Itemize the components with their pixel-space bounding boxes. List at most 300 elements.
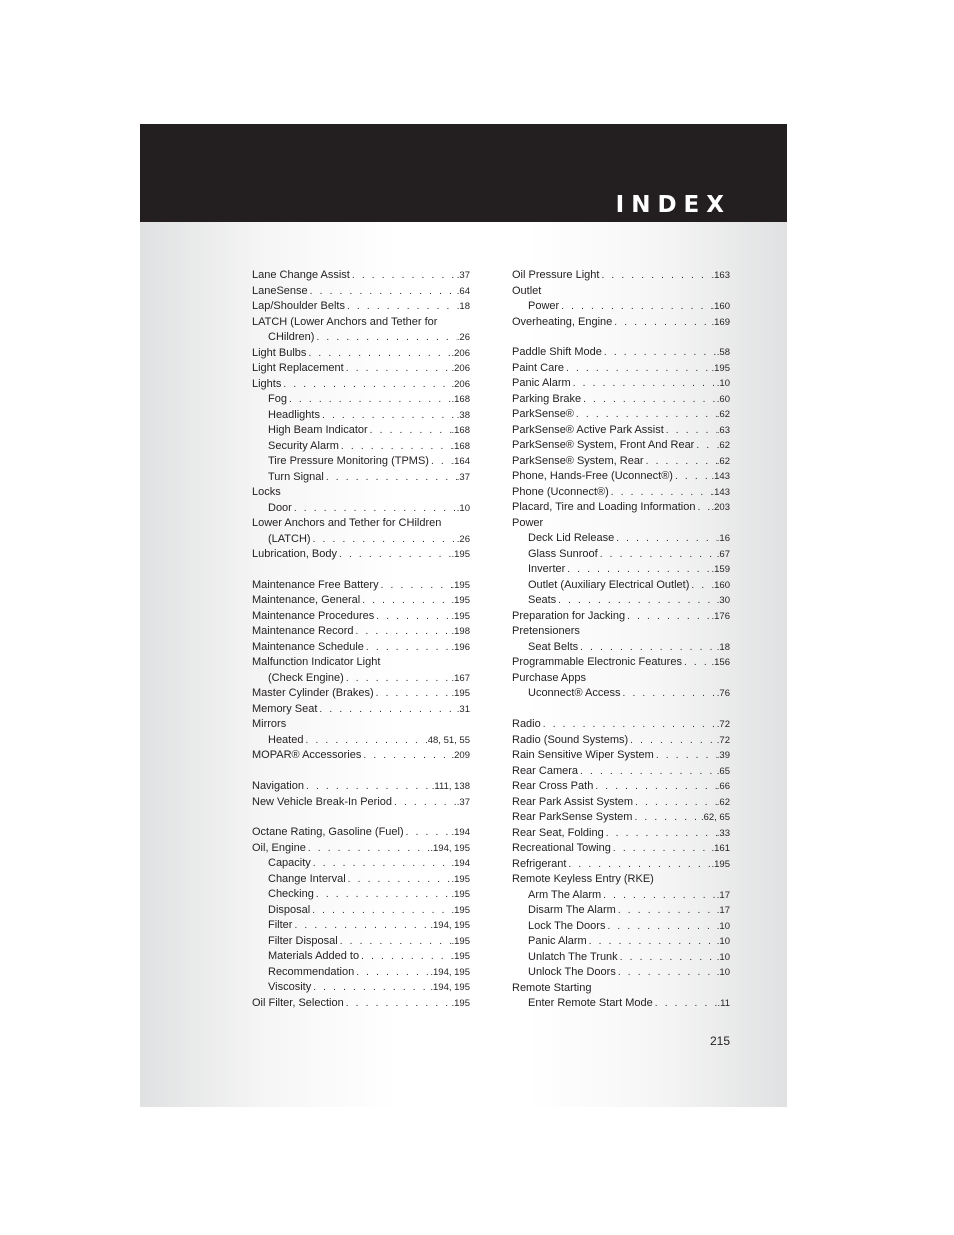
index-entry bbox=[252, 903, 470, 919]
index-entry-page: .39 bbox=[716, 750, 730, 762]
dot-leader bbox=[559, 299, 711, 315]
index-entry bbox=[512, 423, 730, 439]
index-entry-page: .195 bbox=[711, 858, 730, 870]
dot-leader bbox=[601, 888, 717, 904]
index-entry bbox=[252, 439, 470, 455]
index-entry-page: .33 bbox=[716, 827, 730, 839]
dot-leader bbox=[618, 950, 717, 966]
index-entry-label: Materials Added to bbox=[268, 950, 360, 963]
index-entry-page: .62 bbox=[716, 455, 730, 467]
index-entry bbox=[512, 454, 730, 470]
page-area bbox=[140, 124, 787, 1107]
index-entry-label: Rear ParkSense System bbox=[512, 811, 633, 824]
index-entry bbox=[512, 345, 730, 361]
index-entry-label: Change Interval bbox=[268, 872, 346, 885]
index-entry bbox=[252, 795, 470, 811]
index-entry bbox=[252, 470, 470, 486]
index-entry-label: Placard, Tire and Loading Information bbox=[512, 501, 696, 514]
index-entry-label: Light Replacement bbox=[252, 362, 344, 374]
index-entry-label: Radio bbox=[512, 718, 541, 731]
index-entry-label: Remote Keyless Entry (RKE) bbox=[512, 873, 654, 886]
index-entry-page: .163 bbox=[711, 270, 730, 281]
dot-leader bbox=[694, 438, 716, 454]
index-entry-label: Power bbox=[512, 516, 544, 529]
dot-leader bbox=[616, 903, 717, 919]
index-entry bbox=[512, 965, 730, 981]
dot-leader bbox=[337, 547, 452, 563]
index-entry-label: Panic Alarm bbox=[512, 377, 571, 390]
dot-leader bbox=[374, 686, 452, 702]
index-entry-page: .18 bbox=[716, 641, 730, 653]
dot-leader bbox=[695, 500, 711, 516]
index-entry-label: LATCH (Lower Anchors and Tether for bbox=[252, 315, 438, 328]
index-entry-page: .195 bbox=[451, 579, 470, 591]
dot-leader bbox=[581, 392, 717, 408]
index-entry bbox=[512, 284, 730, 300]
index-entry-page: .30 bbox=[716, 595, 730, 607]
index-entry-page: .176 bbox=[711, 610, 730, 622]
index-entry-label: MOPAR® Accessories bbox=[252, 749, 362, 762]
index-entry-label: Paint Care bbox=[512, 361, 564, 374]
index-entry-page: .169 bbox=[711, 316, 730, 328]
index-entry bbox=[252, 593, 470, 609]
index-entry-page: .164 bbox=[451, 456, 470, 467]
index-entry-page: .143 bbox=[711, 486, 730, 498]
index-entry bbox=[512, 717, 730, 733]
dot-leader bbox=[368, 423, 452, 439]
index-entry-label: Navigation bbox=[252, 780, 304, 793]
index-entry-page: .195 bbox=[451, 935, 470, 947]
index-entry-page: .26 bbox=[456, 332, 470, 343]
index-entry bbox=[252, 485, 470, 501]
index-entry-label: ParkSense® System, Rear bbox=[512, 454, 644, 467]
index-entry-page: .31 bbox=[456, 703, 470, 715]
index-entry bbox=[252, 980, 470, 996]
index-entry-label: Octane Rating, Gasoline (Fuel) bbox=[252, 826, 404, 839]
index-entry-page: .111, 138 bbox=[431, 781, 470, 793]
index-entry-label: CHildren) bbox=[268, 331, 315, 343]
dot-leader bbox=[346, 872, 452, 888]
index-entry bbox=[512, 686, 730, 702]
index-entry bbox=[512, 315, 730, 331]
index-entry-label: Lock The Doors bbox=[528, 919, 606, 932]
index-entry bbox=[252, 547, 470, 563]
index-entry-label: Mirrors bbox=[252, 718, 287, 731]
dot-leader bbox=[653, 996, 718, 1012]
index-entry-page: .17 bbox=[716, 889, 730, 901]
dot-leader bbox=[324, 470, 457, 486]
index-entry-label: Lap/Shoulder Belts bbox=[252, 300, 345, 312]
dot-leader bbox=[673, 469, 712, 485]
dot-leader bbox=[598, 547, 717, 563]
dot-leader bbox=[612, 315, 711, 331]
index-entry-label: Deck Lid Release bbox=[528, 532, 615, 545]
index-entry bbox=[512, 609, 730, 625]
index-entry-label: Purchase Apps bbox=[512, 671, 586, 684]
index-entry-page: .62, 65 bbox=[700, 812, 730, 824]
index-entry bbox=[252, 501, 470, 517]
dot-leader bbox=[306, 841, 431, 857]
dot-leader bbox=[571, 376, 717, 392]
index-entry-page: .203 bbox=[711, 502, 730, 514]
dot-leader bbox=[633, 795, 717, 811]
index-entry-page: .38 bbox=[456, 409, 470, 421]
index-entry-label: Oil Pressure Light bbox=[512, 269, 600, 281]
index-entry bbox=[512, 593, 730, 609]
index-column-left bbox=[252, 268, 470, 1011]
index-entry-label: Malfunction Indicator Light bbox=[252, 656, 381, 669]
dot-leader bbox=[311, 856, 452, 872]
index-entry-label: Rear Seat, Folding bbox=[512, 826, 604, 839]
index-entry-page: .10 bbox=[716, 936, 730, 948]
index-entry-page: .76 bbox=[716, 688, 730, 700]
dot-leader bbox=[379, 578, 452, 594]
index-entry bbox=[252, 624, 470, 640]
index-entry bbox=[512, 764, 730, 780]
index-entry bbox=[512, 996, 730, 1012]
dot-leader bbox=[304, 779, 432, 795]
index-entry-label: Fog bbox=[268, 393, 287, 405]
index-entry bbox=[512, 407, 730, 423]
index-entry-page: .65 bbox=[716, 765, 730, 777]
dot-leader bbox=[587, 934, 717, 950]
index-entry-page: .195 bbox=[451, 951, 470, 963]
index-entry-page: .195 bbox=[451, 595, 470, 607]
dot-leader bbox=[664, 423, 717, 439]
dot-leader bbox=[404, 825, 452, 841]
index-entry-page: .206 bbox=[451, 378, 470, 390]
index-entry-label: High Beam Indicator bbox=[268, 424, 368, 436]
dot-leader bbox=[689, 578, 711, 594]
index-entry-label: Panic Alarm bbox=[528, 935, 587, 948]
index-entry-label: Maintenance Free Battery bbox=[252, 578, 379, 591]
index-entry bbox=[512, 640, 730, 656]
dot-leader bbox=[354, 624, 452, 640]
index-entry-label: Locks bbox=[252, 486, 281, 498]
dot-leader bbox=[604, 826, 717, 842]
dot-leader bbox=[344, 671, 452, 687]
index-entry-label: Recommendation bbox=[268, 965, 355, 978]
page-number: 215 bbox=[710, 1034, 731, 1048]
index-entry-label: Seat Belts bbox=[528, 640, 579, 653]
index-entry-label: Maintenance Record bbox=[252, 625, 354, 638]
index-entry bbox=[252, 315, 470, 331]
index-entry-label: Rear Camera bbox=[512, 764, 579, 777]
index-entry-label: Memory Seat bbox=[252, 702, 318, 715]
index-entry-label: Heated bbox=[268, 733, 304, 746]
index-entry-label: Headlights bbox=[268, 408, 320, 421]
dot-leader bbox=[287, 392, 452, 408]
index-entry bbox=[252, 361, 470, 377]
index-entry bbox=[512, 578, 730, 594]
index-entry-label: ParkSense® bbox=[512, 408, 574, 421]
index-entry-label: Maintenance Schedule bbox=[252, 640, 364, 653]
dot-leader bbox=[625, 609, 711, 625]
index-entry-page: .62 bbox=[716, 409, 730, 421]
index-entry bbox=[252, 299, 470, 315]
dot-leader bbox=[361, 748, 451, 764]
index-entry-label: Lane Change Assist bbox=[252, 269, 350, 281]
index-entry-page: .60 bbox=[716, 393, 730, 405]
index-entry-page: .62 bbox=[716, 796, 730, 808]
dot-leader bbox=[345, 299, 457, 315]
index-entry bbox=[512, 934, 730, 950]
index-entry-page: .195 bbox=[711, 362, 730, 374]
header-band bbox=[140, 124, 787, 222]
index-entry-label: Parking Brake bbox=[512, 392, 582, 405]
index-entry-page: .195 bbox=[451, 904, 470, 916]
index-entry-page: .10 bbox=[716, 951, 730, 963]
index-entry-page: .37 bbox=[456, 796, 470, 808]
index-entry bbox=[512, 547, 730, 563]
index-entry-label: Remote Starting bbox=[512, 981, 592, 994]
index-entry bbox=[512, 950, 730, 966]
index-entry bbox=[512, 438, 730, 454]
index-entry-label: Power bbox=[528, 300, 560, 312]
index-spacer bbox=[512, 330, 730, 345]
index-entry-label: Paddle Shift Mode bbox=[512, 346, 602, 359]
index-entry bbox=[512, 516, 730, 532]
index-entry-page: .195 bbox=[451, 549, 470, 560]
dot-leader bbox=[354, 965, 430, 981]
index-entry-page: .11 bbox=[717, 998, 730, 1010]
index-entry-page: .64 bbox=[456, 285, 470, 297]
index-entry bbox=[512, 872, 730, 888]
index-entry bbox=[512, 562, 730, 578]
dot-leader bbox=[344, 996, 452, 1012]
index-entry bbox=[512, 748, 730, 764]
index-entry-page: .66 bbox=[716, 781, 730, 793]
index-entry bbox=[512, 733, 730, 749]
index-entry-label: Disarm The Alarm bbox=[528, 904, 616, 917]
index-entry-label: Preparation for Jacking bbox=[512, 609, 626, 622]
index-entry bbox=[252, 717, 470, 733]
index-entry-page: .72 bbox=[716, 719, 730, 731]
index-entry-label: Seats bbox=[528, 594, 557, 607]
index-entry bbox=[512, 655, 730, 671]
index-entry-page: .10 bbox=[716, 920, 730, 932]
index-entry-label: Oil Filter, Selection bbox=[252, 996, 344, 1009]
dot-leader bbox=[644, 454, 717, 470]
index-spacer bbox=[252, 764, 470, 779]
index-entry-page: .160 bbox=[711, 579, 730, 591]
dot-leader bbox=[344, 361, 452, 377]
index-entry bbox=[252, 671, 470, 687]
index-entry bbox=[512, 361, 730, 377]
index-entry bbox=[512, 888, 730, 904]
index-entry bbox=[512, 268, 730, 284]
index-entry bbox=[252, 702, 470, 718]
index-entry-label: Lights bbox=[252, 377, 282, 390]
index-entry-label: Radio (Sound Systems) bbox=[512, 733, 629, 746]
index-entry bbox=[252, 934, 470, 950]
dot-leader bbox=[556, 593, 717, 609]
index-entry-label: Capacity bbox=[268, 857, 311, 870]
index-entry-page: .10 bbox=[716, 967, 730, 979]
index-entry bbox=[252, 918, 470, 934]
index-entry-label: New Vehicle Break-In Period bbox=[252, 795, 393, 808]
index-entry-label: (LATCH) bbox=[268, 532, 311, 545]
dot-leader bbox=[303, 733, 425, 749]
index-entry-page: .143 bbox=[711, 471, 730, 483]
dot-leader bbox=[308, 284, 457, 300]
index-entry bbox=[252, 377, 470, 393]
index-entry-label: Turn Signal bbox=[268, 470, 324, 483]
index-entry-label: Outlet (Auxiliary Electrical Outlet) bbox=[528, 578, 690, 591]
index-entry-page: .168 bbox=[451, 440, 470, 452]
page-title: INDEX bbox=[615, 192, 731, 218]
dot-leader bbox=[311, 980, 430, 996]
index-entry bbox=[512, 810, 730, 826]
index-entry-page: .72 bbox=[716, 734, 730, 746]
index-entry bbox=[512, 857, 730, 873]
dot-leader bbox=[429, 454, 452, 470]
dot-leader bbox=[611, 841, 712, 857]
index-entry bbox=[512, 376, 730, 392]
index-entry-page: .196 bbox=[451, 641, 470, 653]
index-entry bbox=[512, 826, 730, 842]
index-entry bbox=[252, 423, 470, 439]
index-entry-page: .198 bbox=[451, 626, 470, 638]
index-entry-label: Phone (Uconnect®) bbox=[512, 485, 609, 498]
dot-leader bbox=[599, 268, 711, 284]
index-entry bbox=[252, 284, 470, 300]
index-entry bbox=[252, 454, 470, 470]
index-entry bbox=[512, 779, 730, 795]
index-entry bbox=[512, 531, 730, 547]
index-entry-label: Unlatch The Trunk bbox=[528, 950, 618, 963]
dot-leader bbox=[628, 733, 717, 749]
dot-leader bbox=[616, 965, 717, 981]
index-entry-page: .209 bbox=[451, 750, 470, 762]
index-entry-page: .160 bbox=[711, 301, 730, 312]
index-entry bbox=[512, 981, 730, 997]
index-entry bbox=[512, 919, 730, 935]
dot-leader bbox=[339, 439, 452, 455]
index-entry bbox=[512, 624, 730, 640]
dot-leader bbox=[574, 407, 717, 423]
dot-leader bbox=[292, 501, 457, 517]
index-entry-label: Refrigerant bbox=[512, 857, 567, 870]
index-entry-label: Programmable Electronic Features bbox=[512, 656, 682, 669]
index-entry-page: .37 bbox=[456, 270, 470, 281]
dot-leader bbox=[314, 887, 452, 903]
index-entry-page: .194, 195 bbox=[430, 966, 470, 978]
index-entry bbox=[252, 779, 470, 795]
dot-leader bbox=[565, 562, 711, 578]
dot-leader bbox=[314, 330, 456, 346]
index-entry-page: .167 bbox=[451, 672, 470, 684]
index-spacer bbox=[252, 810, 470, 825]
index-column-right bbox=[512, 268, 730, 1012]
index-entry-label: Pretensioners bbox=[512, 625, 580, 638]
index-entry-label: Master Cylinder (Brakes) bbox=[252, 687, 374, 700]
index-entry-page: .195 bbox=[451, 997, 470, 1009]
index-entry-label: Phone, Hands-Free (Uconnect®) bbox=[512, 470, 673, 483]
index-entry-page: .194, 195 bbox=[430, 920, 470, 932]
index-entry bbox=[252, 841, 470, 857]
index-entry-page: .168 bbox=[451, 394, 470, 405]
index-entry bbox=[252, 748, 470, 764]
index-entry bbox=[512, 500, 730, 516]
dot-leader bbox=[392, 795, 457, 811]
index-entry-label: Tire Pressure Monitoring (TPMS) bbox=[268, 455, 429, 467]
index-entry-page: .206 bbox=[451, 347, 470, 359]
dot-leader bbox=[605, 919, 716, 935]
index-entry bbox=[252, 655, 470, 671]
index-entry-label: Maintenance, General bbox=[252, 594, 361, 607]
index-entry-page: .168 bbox=[451, 425, 470, 436]
index-entry-label: Lower Anchors and Tether for CHildren bbox=[252, 517, 442, 529]
index-entry-label: Enter Remote Start Mode bbox=[528, 997, 653, 1010]
index-entry bbox=[252, 392, 470, 408]
dot-leader bbox=[350, 268, 457, 284]
index-entry bbox=[252, 640, 470, 656]
dot-leader bbox=[306, 346, 451, 362]
index-entry-label: Filter Disposal bbox=[268, 934, 338, 947]
index-entry-label: Viscosity bbox=[268, 981, 312, 994]
index-spacer bbox=[252, 563, 470, 578]
dot-leader bbox=[338, 934, 452, 950]
dot-leader bbox=[317, 702, 456, 718]
index-entry-page: .63 bbox=[716, 424, 730, 436]
index-entry bbox=[252, 346, 470, 362]
index-entry-label: Door bbox=[268, 501, 292, 514]
dot-leader bbox=[374, 609, 451, 625]
index-entry-page: .18 bbox=[456, 301, 470, 312]
index-entry bbox=[252, 856, 470, 872]
index-entry-label: Inverter bbox=[528, 563, 566, 576]
index-entry-page: .58 bbox=[716, 347, 730, 359]
dot-leader bbox=[593, 779, 716, 795]
index-entry bbox=[252, 330, 470, 346]
index-entry-page: .194 bbox=[451, 827, 470, 839]
index-entry-label: Uconnect® Access bbox=[528, 687, 621, 700]
index-entry bbox=[512, 671, 730, 687]
index-entry bbox=[252, 949, 470, 965]
index-entry bbox=[512, 299, 730, 315]
index-entry bbox=[512, 841, 730, 857]
index-entry-label: Oil, Engine bbox=[252, 841, 306, 854]
dot-leader bbox=[602, 345, 717, 361]
index-entry-label: Rear Park Assist System bbox=[512, 795, 634, 808]
index-entry-label: Maintenance Procedures bbox=[252, 609, 375, 622]
index-entry-label: ParkSense® System, Front And Rear bbox=[512, 439, 695, 452]
dot-leader bbox=[359, 949, 451, 965]
index-entry-page: .156 bbox=[711, 657, 730, 669]
index-entry-page: .10 bbox=[716, 378, 730, 390]
index-entry-page: .206 bbox=[451, 363, 470, 374]
dot-leader bbox=[578, 764, 717, 780]
index-entry-page: .26 bbox=[456, 533, 470, 545]
dot-leader bbox=[566, 857, 711, 873]
index-entry bbox=[252, 532, 470, 548]
index-entry bbox=[252, 686, 470, 702]
index-entry bbox=[252, 887, 470, 903]
index-entry-label: Lubrication, Body bbox=[252, 548, 337, 560]
index-entry-label: Filter bbox=[268, 919, 293, 932]
index-entry bbox=[512, 795, 730, 811]
index-entry bbox=[252, 578, 470, 594]
index-entry-label: ParkSense® Active Park Assist bbox=[512, 423, 664, 436]
index-entry bbox=[252, 872, 470, 888]
dot-leader bbox=[310, 903, 451, 919]
index-entry-page: .67 bbox=[716, 548, 730, 560]
index-entry-label: Security Alarm bbox=[268, 439, 339, 452]
index-entry-label: Arm The Alarm bbox=[528, 888, 602, 901]
index-entry-label: LaneSense bbox=[252, 284, 308, 297]
dot-leader bbox=[364, 640, 452, 656]
